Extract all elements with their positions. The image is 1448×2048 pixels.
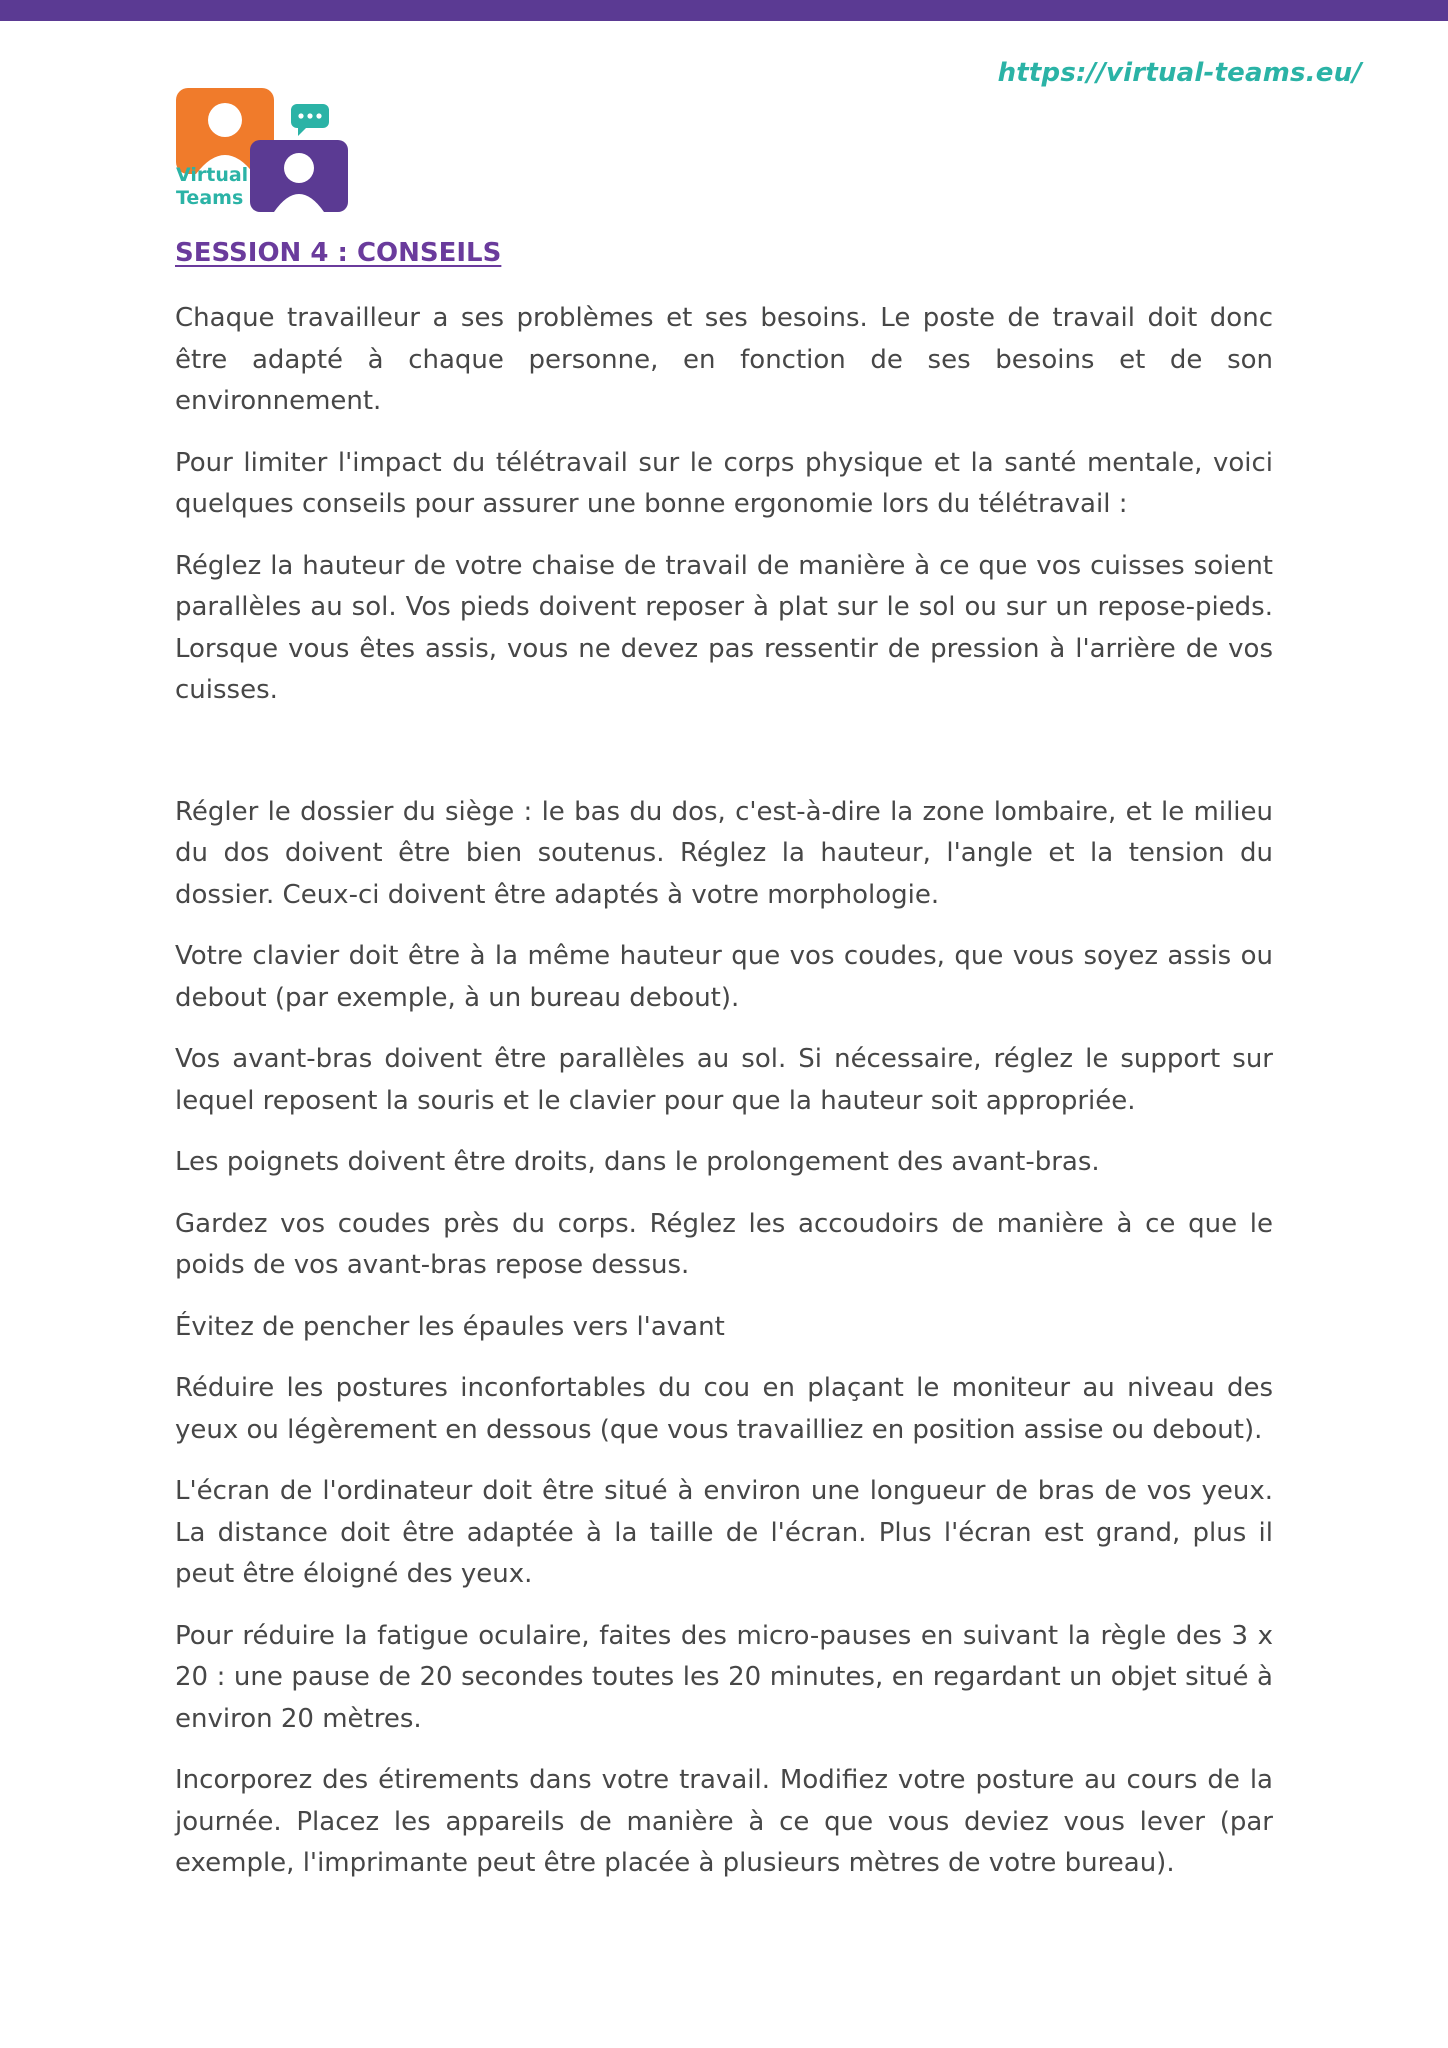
paragraph: Les poignets doivent être droits, dans le prolongement des avant-bras. bbox=[175, 1147, 1100, 1177]
website-url[interactable]: https://virtual-teams.eu/ bbox=[997, 58, 1362, 88]
paragraph: Pour réduire la fatigue oculaire, faites des micro-pauses en suivant la règle des 3 x 20 : une pause de 20 secondes toutes les 20 minutes, en regardant un objet situé à environ 20 mètres. bbox=[175, 1620, 1273, 1734]
paragraph: Vos avant-bras doivent être parallèles au sol. Si nécessaire, réglez le support sur lequel reposent la souris et le clavier pour que la hauteur soit appropriée. bbox=[175, 1044, 1273, 1116]
logo-text-teams: Teams bbox=[176, 187, 244, 209]
paragraph: L'écran de l'ordinateur doit être situé à environ une longueur de bras de vos yeux. La distance doit être adaptée à la taille de l'écran. Plus l'écran est grand, plus il peut être éloigné des yeux. bbox=[175, 1476, 1273, 1589]
paragraph: Chaque travailleur a ses problèmes et ses besoins. Le poste de travail doit donc être adapté à chaque personne, en fonction de ses besoins et de son environnement. bbox=[175, 303, 1273, 416]
session-title: SESSION 4 : CONSEILS bbox=[175, 238, 502, 268]
paragraph: Votre clavier doit être à la même hauteur que vos coudes, que vous soyez assis ou debout (par exemple, à un bureau debout). bbox=[175, 941, 1273, 1013]
virtual-teams-logo bbox=[174, 86, 354, 216]
top-color-bar bbox=[0, 0, 1448, 21]
paragraph: Réglez la hauteur de votre chaise de travail de manière à ce que vos cuisses soient parallèles au sol. Vos pieds doivent reposer à plat sur le sol ou sur un repose-pieds. Lorsque vous êtes assis, vous ne devez pas ressentir de pression à l'arrière de vos cuisses. bbox=[175, 550, 1273, 705]
paragraph: Régler le dossier du siège : le bas du dos, c'est-à-dire la zone lombaire, et le milieu du dos doivent être bien soutenus. Réglez la hauteur, l'angle et la tension du dossier. Ceux-ci doivent être adaptés à votre morphologie. bbox=[175, 796, 1273, 910]
document-body bbox=[175, 298, 1273, 1905]
logo-text-virtual: Virtual bbox=[176, 164, 249, 186]
paragraph: Pour limiter l'impact du télétravail sur le corps physique et la santé mentale, voici quelques conseils pour assurer une bonne ergonomie lors du télétravail : bbox=[175, 447, 1273, 519]
paragraph: Réduire les postures inconfortables du cou en plaçant le moniteur au niveau des yeux ou légèrement en dessous (que vous travailliez en position assise ou debout). bbox=[175, 1373, 1273, 1445]
paragraph: Incorporez des étirements dans votre travail. Modifiez votre posture au cours de la journée. Placez les appareils de manière à ce que vous deviez vous lever (par exemple, l'imprimante peut être placée à plusieurs mètres de votre bureau). bbox=[175, 1765, 1273, 1878]
paragraph: Gardez vos coudes près du corps. Réglez les accoudoirs de manière à ce que le poids de vos avant-bras repose dessus. bbox=[175, 1208, 1273, 1280]
paragraph: Évitez de pencher les épaules vers l'avant bbox=[175, 1311, 725, 1342]
